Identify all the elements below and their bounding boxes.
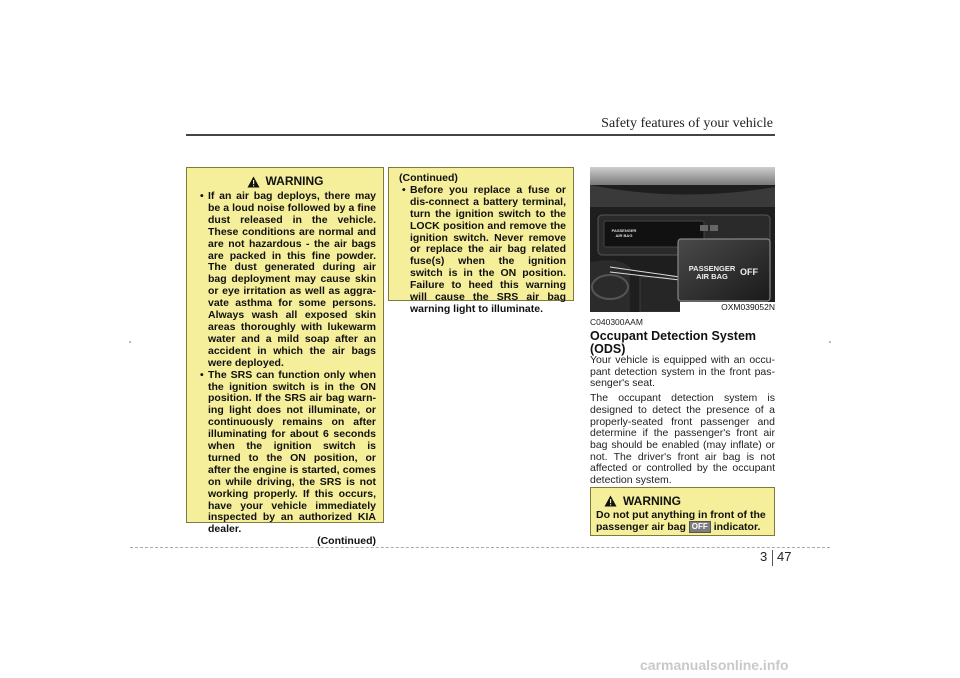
list-item: • If an air bag deploys, there may be a loud noise followed by a fine dust released in the vehicle. These conditions are normal and are not hazardous - the air bags are packed in this fine powder. The dust generated during air bag deployment may cause skin or eye irritation as well as aggra-vate asthma for some persons. Always wash all exposed skin areas thoroughly with lukewarm water and a mild soap after an accident in which the air bags were deployed.	[194, 191, 376, 370]
dashboard-illustration	[590, 167, 775, 312]
small-label-line: PASSENGER	[611, 228, 637, 233]
warning-label: WARNING	[623, 494, 681, 508]
crop-mark	[829, 341, 831, 343]
header-divider	[186, 134, 775, 136]
warning-label: WARNING	[265, 174, 324, 189]
section-title: Occupant Detection System (ODS)	[590, 329, 757, 356]
warning-box-middle	[388, 167, 574, 315]
page-number-separator	[772, 550, 773, 566]
list-item: • Before you replace a fuse or dis-connect a battery terminal, turn the ignition switch to the LOCK position and remove the ignition switch. Never remove or replace the air bag related fuse(s) when the ignition switch is in the ON position. Failure to heed this warning will cause the SRS air bag warning light to illuminate.	[396, 185, 566, 316]
figure-code: OXM039052N	[680, 302, 775, 313]
dashboard-photo	[590, 167, 775, 312]
chapter-number: 3	[760, 549, 768, 564]
warning-text: indicator.	[713, 521, 761, 533]
warning-list-middle	[396, 185, 566, 316]
off-indicator-chip: OFF	[689, 521, 711, 533]
page-header-title: Safety features of your vehicle	[601, 116, 773, 131]
large-label-line: AIR BAG	[696, 272, 728, 281]
continued-label: (Continued)	[399, 172, 458, 184]
page-number: 47	[777, 549, 792, 564]
warning-triangle-icon	[604, 495, 617, 507]
footer-divider	[130, 547, 830, 548]
body-paragraph: The occupant detection system is designed to detect the presence of a properly-seated front passenger and determine if the passenger's front air bag should be enabled (may inflate) or not. The driver's front air bag is not affected or controlled by the occupant detection system.	[590, 392, 775, 487]
small-label-line: AIR BAG	[615, 232, 633, 238]
warning-text-right	[596, 509, 769, 533]
section-body	[590, 355, 775, 490]
large-label-line: PASSENGER	[688, 264, 736, 273]
off-indicator: OFF	[740, 267, 758, 277]
crop-mark	[129, 341, 131, 343]
warning-text: Do not put anything in front of the passenger air bag	[596, 509, 766, 533]
section-code: C040300AAM	[590, 317, 643, 327]
warning-triangle-icon	[247, 176, 260, 188]
continued-label: (Continued)	[317, 535, 376, 548]
large-airbag-label	[686, 265, 738, 281]
list-item: • The SRS can function only when the ignition switch is in the ON position. If the SRS air bag warn-ing light does not illuminate, or continuously remains on after illuminating for about 6 seconds when the ignition switch is turned to the ON position, or after the engine is started, comes on while driving, the SRS is not working properly. If this occurs, have your vehicle immediately inspected by an authorized KIA dealer.	[194, 370, 376, 537]
warning-box-right	[590, 487, 775, 536]
watermark: carmanualsonline.info	[640, 657, 789, 673]
warning-heading-left	[194, 176, 376, 188]
warning-box-left	[186, 167, 384, 548]
body-paragraph: Your vehicle is equipped with an occu-pant detection system in the front pas-senger's seat.	[590, 354, 775, 390]
warning-list-left	[194, 191, 376, 536]
small-airbag-label	[604, 229, 644, 238]
warning-heading-right	[596, 495, 769, 507]
